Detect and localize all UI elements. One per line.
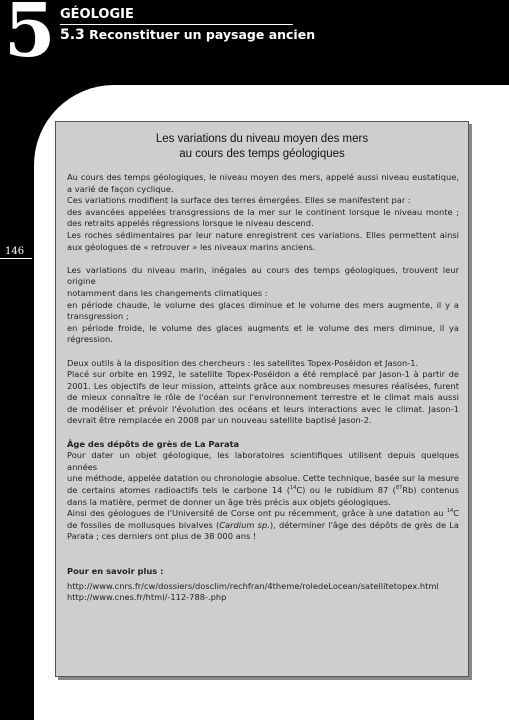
section-number: 5.3 — [60, 27, 85, 43]
text-line: 2001. Les objectifs de leur mission, atteints grâce aux nombreuses mesures réalisées, furent — [67, 380, 459, 391]
text-fragment: de fossiles de mollusques bivalves ( — [67, 519, 220, 530]
text-line: en période chaude, le volume des glaces diminue et le volume des mers augmente, il y a — [67, 299, 459, 310]
text-line: aux géologues de « retrouver » les niveaux marins anciens. — [67, 241, 316, 252]
further-reading-title: Pour en savoir plus : — [67, 566, 164, 576]
text-line: Les roches sédimentaires par leur nature enregistrent ces variations. Elles permettent ainsi — [67, 229, 459, 240]
text-line: Au cours des temps géologiques, le niveau moyen des mers, appelé aussi niveau eustatique, — [67, 172, 459, 182]
info-box — [55, 121, 469, 677]
text-line: une méthode, appelée datation ou chronologie absolue. Cette technique, basée sur la mesure — [67, 473, 459, 484]
paragraph-satellites — [67, 358, 459, 428]
text-line: de modéliser et prévoir l'évolution des océans et leurs interactions avec le climat. Jason-1 — [67, 403, 459, 414]
chapter-title: GÉOLOGIE — [60, 7, 134, 22]
isotope-mass-number: 14 — [290, 485, 297, 492]
link-cnes[interactable]: http://www.cnes.fr/html/-112-788-.php — [67, 592, 227, 603]
section-title-text: Reconstituer un paysage ancien — [89, 27, 316, 42]
isotope-mass-number: 87 — [395, 485, 403, 492]
text-fragment: Rb) contenus — [402, 485, 459, 496]
text-line: transgression ; — [67, 311, 129, 322]
text-line: Ces variations modifient la surface des terres émergées. Elles se manifestent par : — [67, 195, 411, 206]
text-fragment: C) ou le rubidium 87 ( — [296, 485, 396, 496]
text-line: a varié de façon cyclique. — [67, 183, 174, 194]
section-title — [60, 27, 315, 43]
text-line: Les variations du niveau marin, inégales au cours des temps géologiques, trouvent leur origine — [67, 264, 459, 287]
box-text — [67, 172, 459, 604]
text-line: notamment dans les changements climatiques : — [67, 287, 268, 298]
text-line: Placé sur orbite en 1992, le satellite Topex-Poséidon a été remplacé par Jason-1 à partir de — [67, 369, 459, 380]
text-line: Pour dater un objet géologique, les laboratoires scientifiques utilisent depuis quelques années — [67, 450, 459, 472]
text-fragment: C — [453, 508, 459, 519]
text-line: en période froide, le volume des glaces augments et le volume des mers diminue, il ya — [67, 322, 459, 333]
header-rule — [60, 24, 293, 25]
text-fragment: Ainsi des géologues de l'Université de Corse ont pu récemment, grâce à une datation au — [67, 508, 447, 519]
text-line — [67, 485, 459, 497]
box-title-line-1: Les variations du niveau moyen des mers — [155, 133, 369, 145]
box-title — [56, 132, 468, 162]
text-line — [67, 520, 459, 532]
paragraph-dating — [67, 439, 459, 543]
text-line: des avancées appelées transgressions de la mer sur le continent lorsque le niveau monte ; — [67, 206, 459, 217]
link-cnrs[interactable]: http://www.cnrs.fr/cw/dossiers/dosclim/rechfran/4theme/roledeLocean/satellitetopex.html — [67, 580, 439, 591]
text-fragment: de certains atomes radioactifs tels le carbone 14 ( — [67, 485, 290, 496]
text-line: de mieux connaître le rôle de l'océan sur l'environnement terrestre et le climat mais aussi — [67, 392, 459, 403]
paragraph-sea-level — [67, 172, 459, 253]
species-name: Cardium sp. — [219, 519, 270, 530]
chapter-number: 5 — [4, 0, 54, 74]
text-line: Parata ; ces derniers ont plus de 38 000 ans ! — [67, 531, 257, 542]
text-line: dans la matière, permet de donner un âge très précis aux objets géologiques. — [67, 496, 391, 507]
box-title-line-2: au cours des temps géologiques — [179, 148, 345, 160]
further-reading — [67, 566, 459, 604]
isotope-mass-number: 14 — [446, 508, 454, 515]
text-line — [67, 508, 459, 520]
text-line: devrait être remplacée en 2008 par un nouveau satellite baptisé Jason-2. — [67, 415, 372, 426]
text-fragment: ), déterminer l'âge des dépôts de grès de La — [269, 519, 459, 530]
paragraph-climate — [67, 265, 459, 346]
dating-subtitle: Âge des dépôts de grès de La Parata — [67, 438, 240, 449]
text-line: Deux outils à la disposition des chercheurs : les satellites Topex-Poséidon et Jason-1. — [67, 357, 419, 368]
page-number-rule — [0, 258, 32, 259]
text-line: des retraits appelés régressions lorsque le niveau descend. — [67, 218, 314, 229]
text-line: régression. — [67, 334, 113, 345]
page-number: 146 — [5, 246, 25, 257]
